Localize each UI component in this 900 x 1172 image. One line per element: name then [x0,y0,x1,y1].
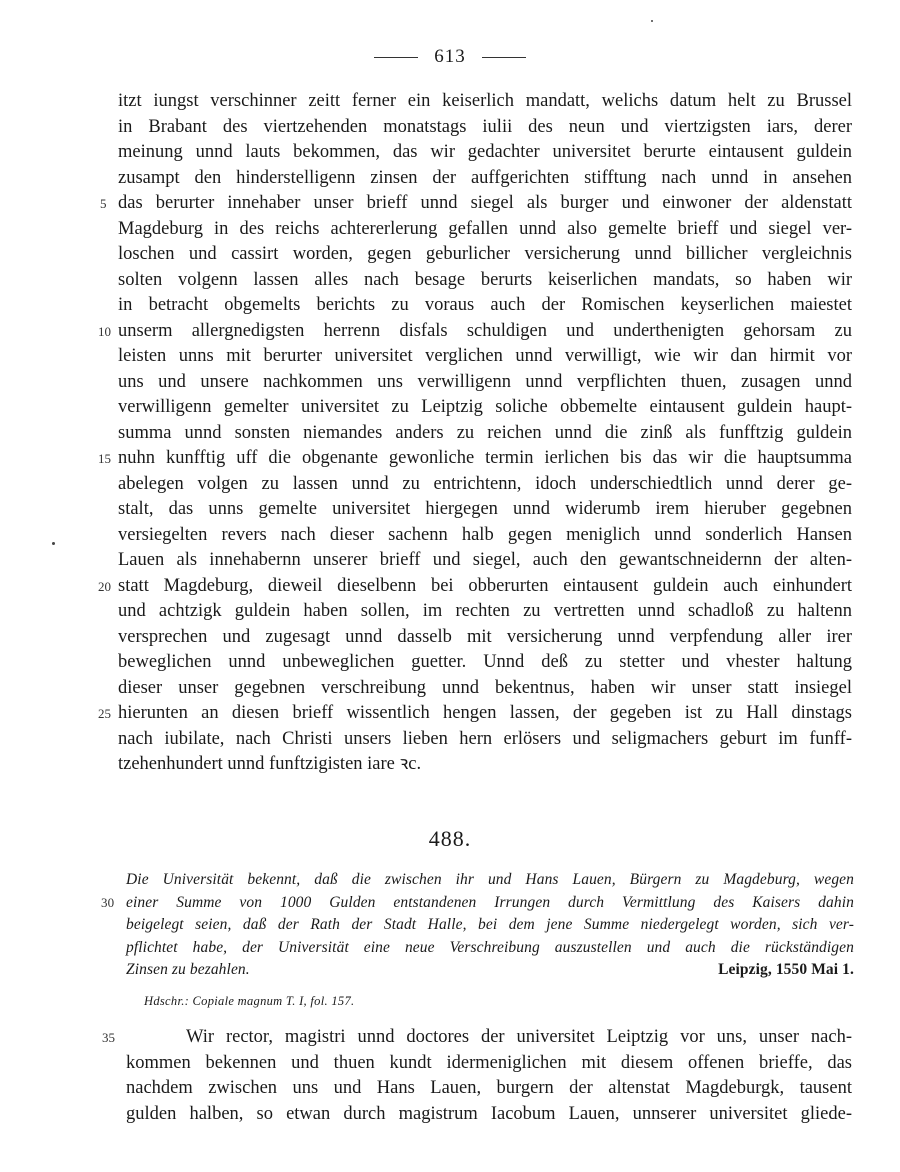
text-line: leisten unns mit berurter universitet verglichen unnd verwilligt, wie wir dan hirmit vor [118,346,852,366]
line-number: 5 [100,196,107,211]
text-line: 25 hierunten an diesen brieff wissentlich hengen lassen, der gegeben ist zu Hall dinstags [118,701,852,727]
text-line: kommen bekennen und thuen kundt idermeniglichen mit diesem offenen brieffe, das [126,1052,852,1073]
place-date: Leipzig, 1550 Mai 1. [718,961,854,978]
page-number: 613 [434,46,466,67]
summary-line: Die Universität bekennt, daß die zwischen ihr und Hans Lauen, Bürgern zu Magdeburg, wegen [126,871,854,888]
line-number: 10 [98,323,111,339]
text-line: zusampt den hinderstelligenn zinsen der auffgerichten stifftung nach unnd in ansehen [118,167,852,188]
header-rule-left [374,57,418,58]
text-line: Magdeburg in des reichs achtererlerung gefallen unnd also gemelte brieff und siegel ver- [118,218,852,239]
summary-line: pflichtet habe, der Universität eine neue Verschreibung auszustellen und auch die rückständigen [126,938,854,956]
summary-line: beigelegt seien, daß der Rath der Stadt Halle, bei dem jene Summe niedergelegt worden, sich ver- [126,916,854,933]
text-line: versiegelten revers nach dieser sachenn halb gegen meniglich unnd sonderlich Hansen [118,524,852,545]
text-line: 20 statt Magdeburg, dieweil dieselbenn bei obberurten eintausent guldein auch einhundert [118,574,852,600]
paper-speck [52,542,55,545]
document-text [102,1025,852,1127]
text-line: in Brabant des viertzehenden monatstags iulii des neun und viertzigsten iars, derer [118,116,852,137]
text-line: uns und unsere nachkommen uns verwilligenn unnd verpflichten thuen, zusagen unnd [118,371,852,392]
text-line: dieser unser gegebnen verschreibung unnd bekentnus, haben wir unser statt insiegel [118,677,852,698]
document-number: 488. [428,826,472,851]
summary-last-line: Zinsen zu bezahlen. [126,961,250,978]
text-line: und achtzigk guldein haben sollen, im rechten zu vertretten unnd schadloß zu haltenn [118,601,852,621]
text-line: meinung unnd lauts bekommen, das wir gedachter universitet berurte eintausent guldein [118,142,852,162]
text-line: beweglichen unnd unbeweglichen guetter. Unnd deß zu stetter und vhester haltung [118,652,852,672]
paper-speck [651,20,653,22]
line-number: 35 [102,1030,115,1045]
text-line: loschen und cassirt worden, gegen geburlicher versicherung unnd billicher vergleichnis [118,244,852,264]
text-line: nachdem zwischen uns und Hans Lauen, burgern der altenstat Magdeburgk, tausent [126,1078,852,1098]
text-line: 15 nuhn kunfftig uff die obgenante gewonliche termin ierlichen bis das wir die hauptsumma [118,446,852,472]
summary-line: 30 einer Summe von 1000 Gulden entstandenen Irrungen durch Vermittlung des Kaisers dahin [126,892,854,915]
text-line: summa unnd sonsten niemandes anders zu reichen unnd die zinß als funfftzig guldein [118,422,852,443]
line-number: 30 [101,894,115,910]
text-line: gulden halben, so etwan durch magistrum Iacobum Lauen, unnserer universitet gliede- [126,1103,852,1124]
text-line: 10 unserm allergnedigsten herrenn disfals schuldigen und underthenigten gehorsam zu [118,319,852,345]
text-line: nach iubilate, nach Christi unsers lieben hern erlösers und seligmachers geburt im funff- [118,728,852,749]
line-number: 20 [98,578,111,594]
text-line: 5 das berurter innehaber unser brieff unnd siegel als burger und einwoner der aldenstatt [118,191,852,217]
line-number: 25 [98,706,111,721]
text-line: Lauen als innehabernn unserer brieff und siegel, auch den gewantschneidernn der alten- [118,550,852,570]
header-rule-right [482,57,526,58]
text-line: 35 Wir rector, magistri unnd doctores der universitet Leiptzig vor uns, unser nach- [126,1025,852,1051]
document-summary [101,869,854,982]
text-line: in betracht obgemelts berichts zu voraus auch der Romischen keyserlichen maiestet [118,295,852,315]
text-line: stalt, das unns gemelte universitet hiergegen unnd widerumb irem hieruber gegebnen [118,499,852,519]
source-note: Hdschr.: Copiale magnum T. I, fol. 157. [144,994,355,1008]
text-line: versprechen und zugesagt unnd dasselb mit versicherung unnd verpfendung aller irer [118,626,852,647]
text-line: abelegen volgen zu lassen unnd zu entrichtenn, idoch underschiedtlich unnd derer ge- [118,473,852,494]
text-line: tzehenhundert unnd funftzigisten iare ꝛc. [118,754,422,774]
previous-document-text [98,89,852,778]
page-header [0,46,900,68]
text-line: verwilligenn gemelter universitet zu Leiptzig soliche obbemelte eintausent guldein haupt- [118,397,852,417]
text-line: itzt iungst verschinner zeitt ferner ein keiserlich mandatt, welichs datum helt zu Brussel [118,91,852,111]
text-line: solten volgenn lassen alles nach besage berurts keiserlichen mandats, so haben wir [118,269,852,290]
summary-line [126,959,854,982]
line-number: 15 [98,451,111,466]
